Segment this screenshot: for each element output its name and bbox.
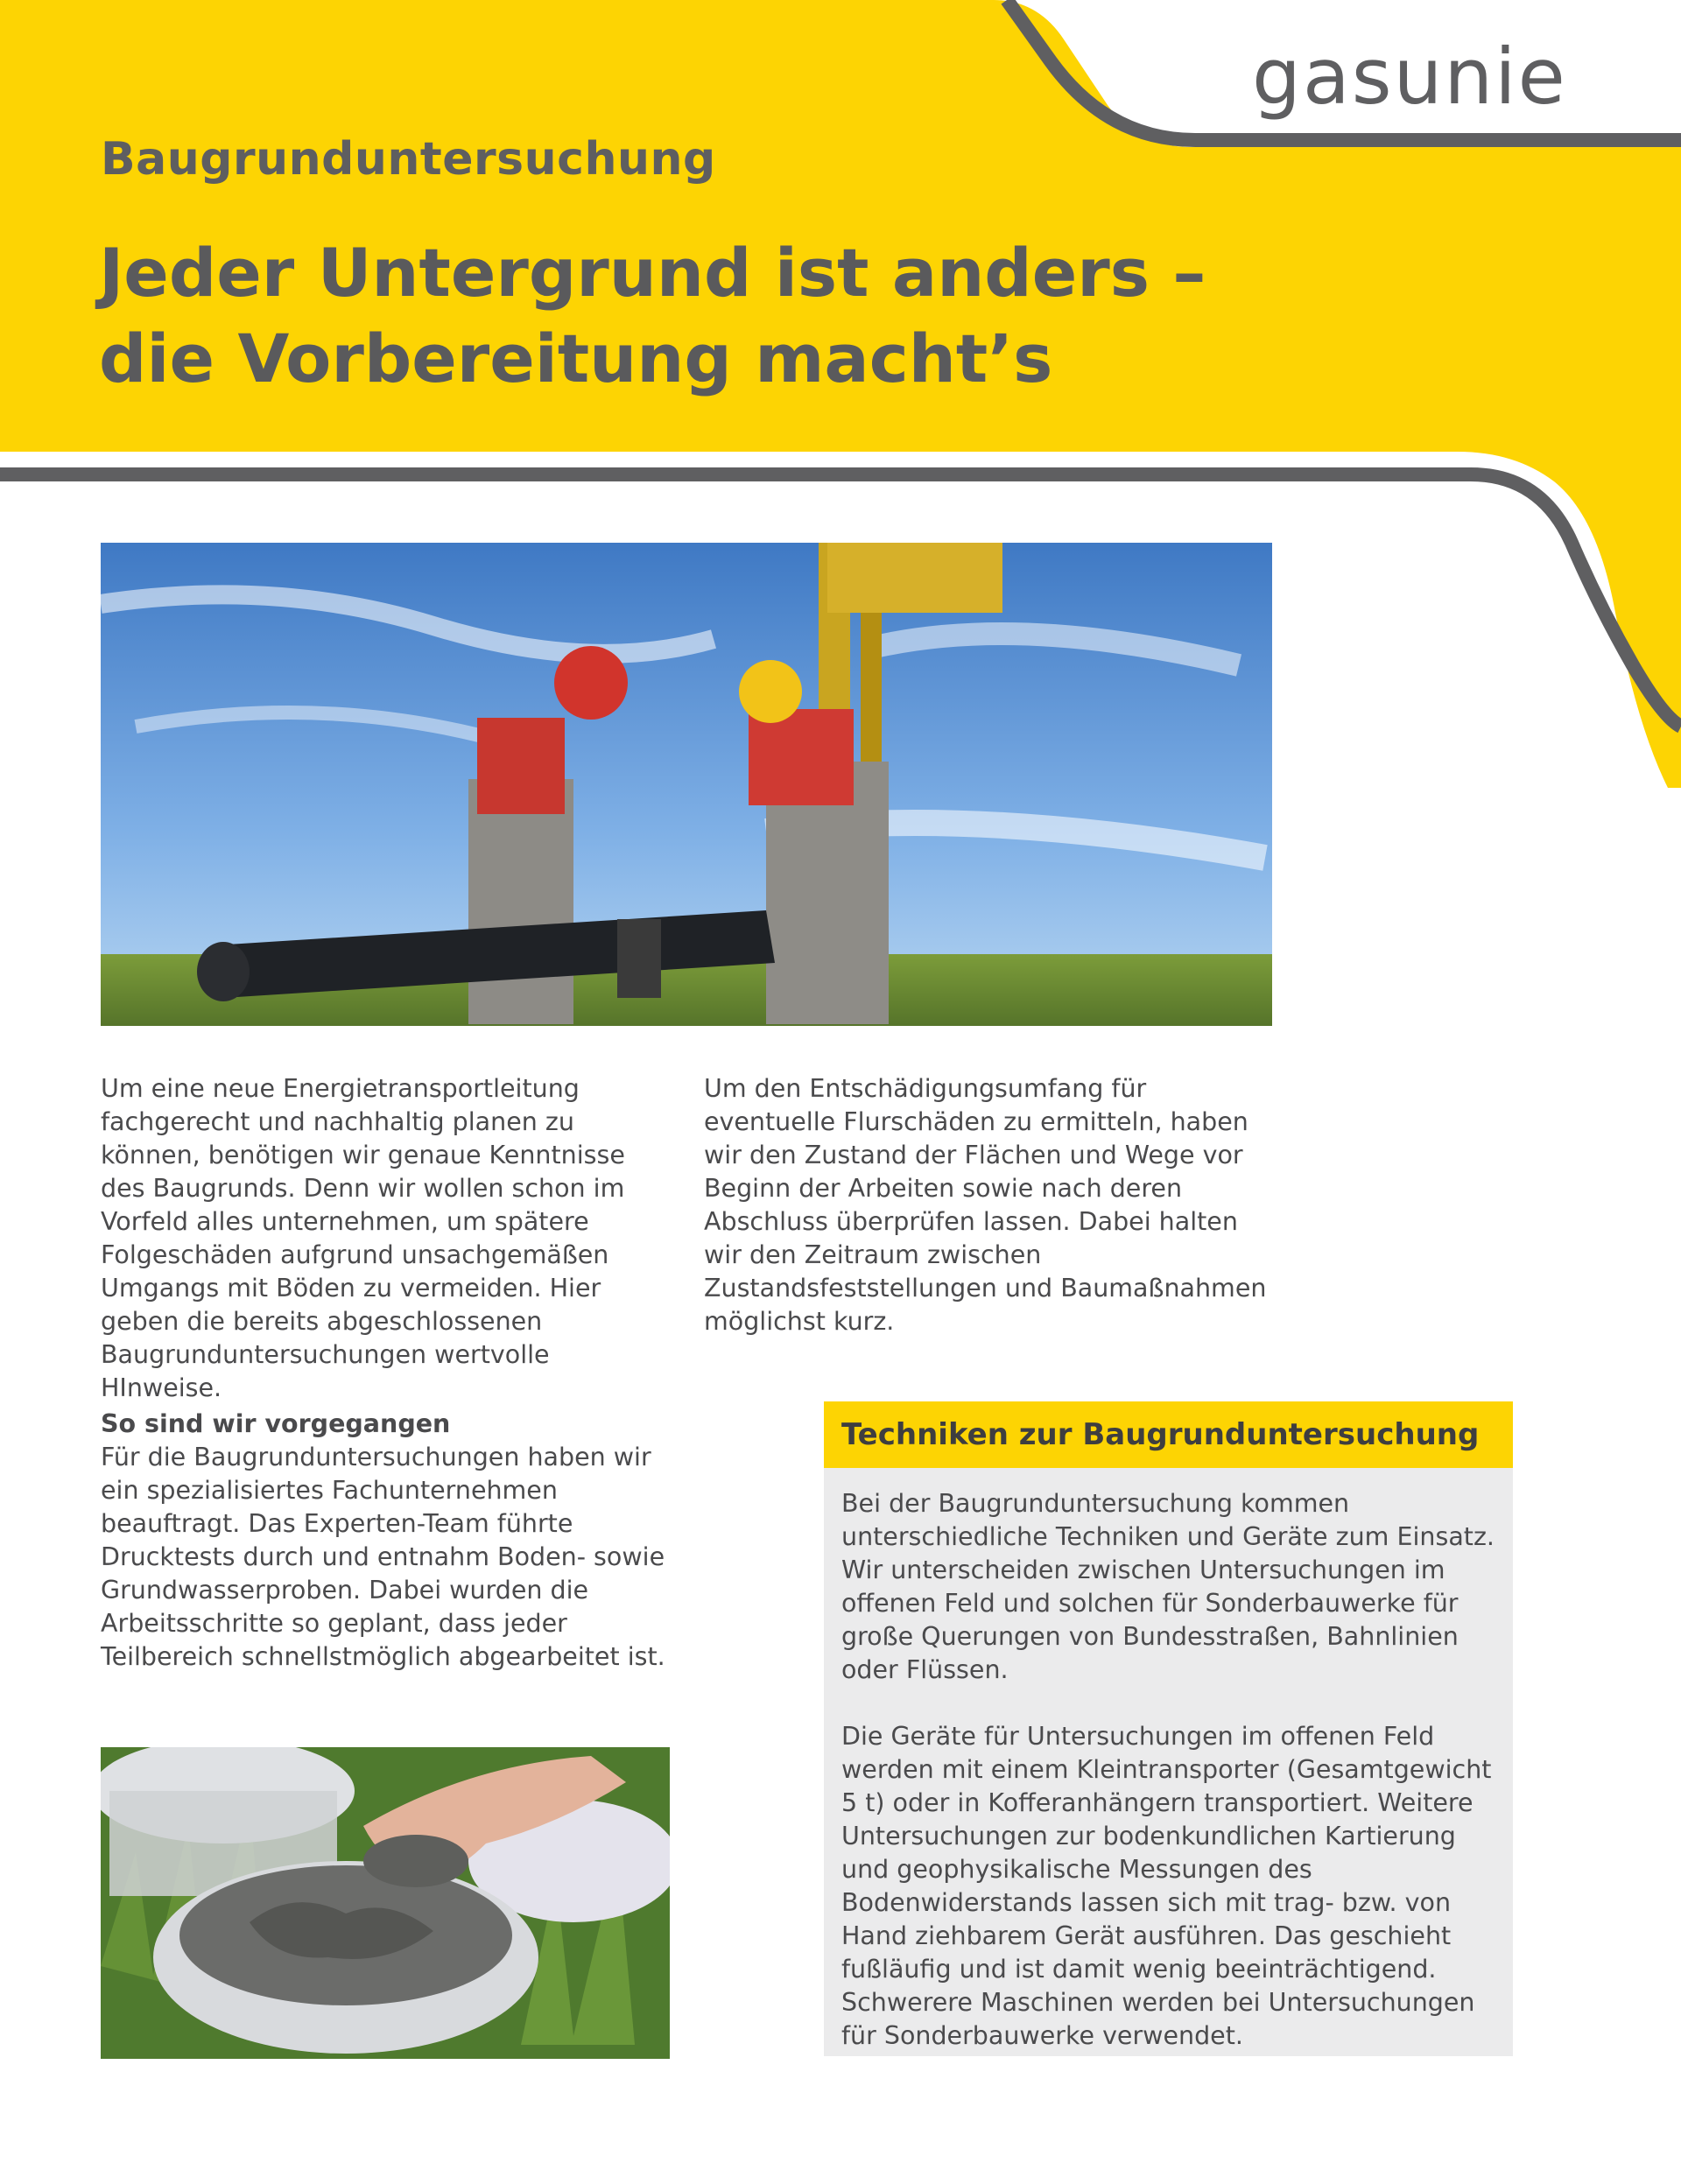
title-line-2: die Vorbereitung macht’s — [99, 320, 1053, 397]
page-title — [99, 230, 1237, 402]
techniques-infobox — [824, 1401, 1513, 2056]
infobox-paragraph-1: Bei der Baugrunduntersuchung kommen unterschiedliche Techniken und Geräte zum Einsatz. Wir unterscheiden zwischen Untersuchungen im offenen Feld und solchen für Sonderbauwerke für große Querungen von Bundesstraßen, Bahnlinien oder Flüssen. — [841, 1489, 1495, 1684]
svg-text:gasunie: gasunie — [1252, 35, 1567, 122]
infobox-title: Techniken zur Baugrunduntersuchung — [824, 1401, 1513, 1468]
drilling-workers-photo — [101, 543, 1272, 1026]
intro-paragraph-2: Um den Entschädigungsumfang für eventuelle Flurschäden zu ermitteln, haben wir den Zustand der Flächen und Wege vor Beginn der Arbeiten sowie nach deren Abschluss überprüfen lassen. Dabei halten wir den Zeitraum zwischen Zustandsfeststellungen und Baumaßnahmen möglichst kurz. — [704, 1074, 1267, 1336]
procedure-section — [101, 1408, 670, 1674]
title-line-1: Jeder Untergrund ist anders – — [99, 234, 1206, 312]
intro-column-left — [101, 1072, 670, 1405]
intro-paragraph-1: Um eine neue Energietransportleitung fachgerecht und nachhaltig planen zu können, benötigen wir genaue Kenntnisse des Baugrunds. Denn wir wollen schon im Vorfeld alles unternehmen, um spätere Folgeschäden aufgrund unsachgemäßen Umgangs mit Böden zu vermeiden. Hier geben die bereits abgeschlossenen Baugrunduntersuchungen wertvolle HInweise. — [101, 1074, 625, 1402]
procedure-heading: So sind wir vorgegangen — [101, 1409, 451, 1438]
intro-column-right — [704, 1072, 1273, 1338]
soil-sample-photo — [101, 1747, 670, 2059]
infobox-body — [824, 1468, 1513, 2053]
infobox-paragraph-2: Die Geräte für Untersuchungen im offenen Feld werden mit einem Kleintransporter (Gesamtgewicht 5 t) oder in Kofferanhängern transportiert. Weitere Untersuchungen zur bodenkundlichen Kartierung und geophysikalische Messungen des Bodenwiderstands lassen sich mit trag- bzw. von Hand ziehbarem Gerät ausführen. Das geschieht fußläufig und ist damit wenig beeinträchtigend. Schwerere Maschinen werden bei Untersuchungen für Sonderbauwerke verwendet. — [841, 1722, 1492, 2050]
procedure-paragraph: Für die Baugrunduntersuchungen haben wir ein spezialisiertes Fachunternehmen beauftragt. Das Experten-Team führte Drucktests durch und entnahm Boden- sowie Grundwasserproben. Dabei wurden die Arbeitsschritte so geplant, dass jeder Teilbereich schnellstmöglich abgearbeitet ist. — [101, 1443, 665, 1671]
gasunie-logo — [1252, 35, 1589, 123]
section-kicker: Baugrunduntersuchung — [101, 133, 716, 186]
